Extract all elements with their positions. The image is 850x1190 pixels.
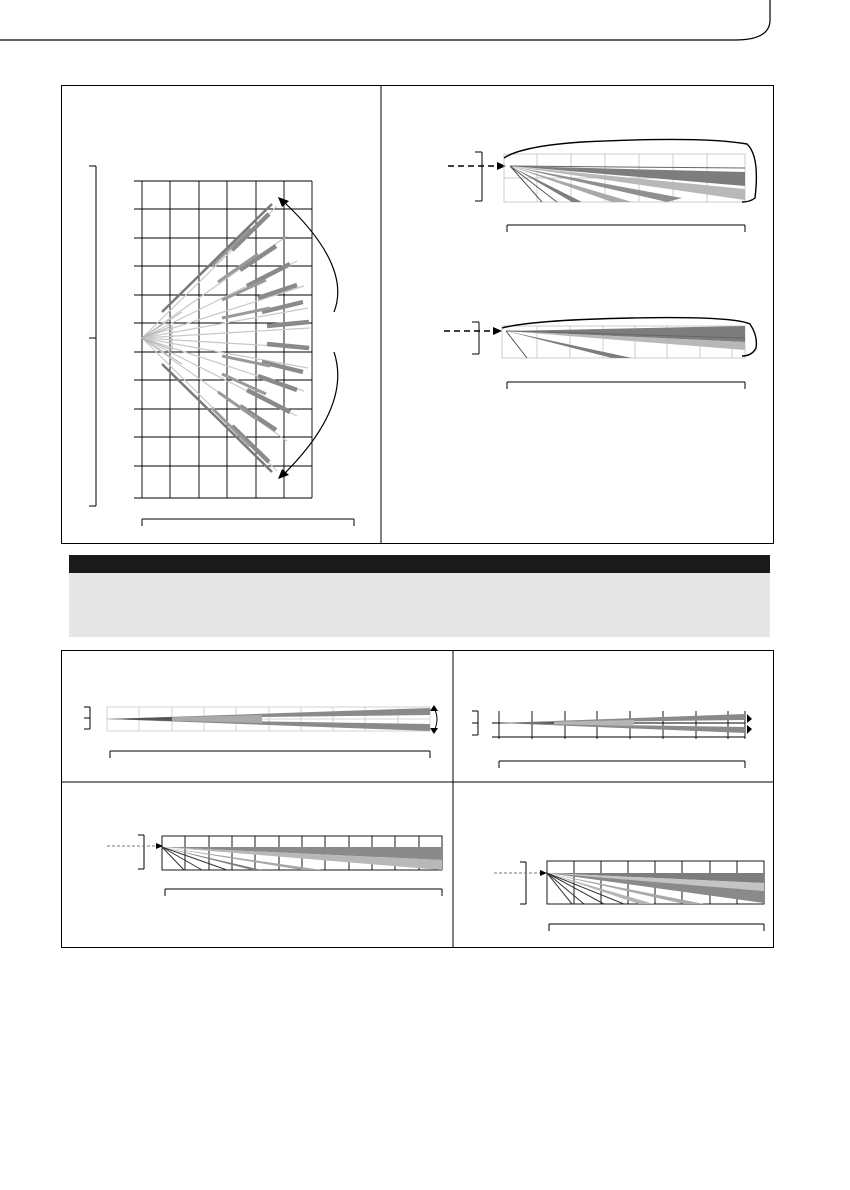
medium-range-curtain-diagram <box>454 651 773 782</box>
long-range-curtain-diagram <box>62 651 453 782</box>
range-bracket-d <box>549 924 764 931</box>
arrowhead-icon <box>747 714 752 723</box>
side-view-diagram-c <box>62 783 453 947</box>
side-beams-1 <box>510 166 745 202</box>
range-bracket-b <box>499 761 745 768</box>
arrowhead-icon <box>540 870 547 876</box>
arrowhead-icon <box>497 162 506 170</box>
side-beams-2 <box>506 326 745 358</box>
side-view-2 <box>444 318 756 389</box>
angle-marker-a <box>434 708 437 731</box>
range-bracket-2 <box>507 382 745 389</box>
side-view-1 <box>448 139 756 232</box>
page-top-rule <box>0 0 850 60</box>
side-view-diagram-d <box>454 783 773 947</box>
beams-b <box>499 714 745 733</box>
height-dimension-bracket <box>89 166 96 506</box>
beams-d <box>547 873 764 904</box>
section-banner-body <box>69 573 770 637</box>
arrowhead-icon <box>430 728 438 734</box>
height-bracket-d <box>520 862 526 904</box>
beams-a <box>107 708 430 731</box>
plan-view-diagram <box>62 86 380 543</box>
height-bracket-1 <box>475 152 482 201</box>
plan-fan-beams <box>142 204 310 472</box>
section-banner-bar <box>69 555 770 573</box>
arrowhead-icon <box>747 725 752 734</box>
detection-angle-arc <box>284 202 338 474</box>
height-bracket-a <box>84 707 90 729</box>
height-bracket-b <box>472 711 478 735</box>
height-bracket-c <box>138 835 144 869</box>
range-bracket-c <box>165 889 442 896</box>
arrowhead-icon <box>430 705 438 711</box>
arrowhead-icon <box>493 327 502 335</box>
range-dimension-bracket <box>142 519 354 526</box>
side-view-diagrams <box>382 86 773 543</box>
range-bracket-1 <box>507 225 745 232</box>
range-bracket-a <box>110 751 430 758</box>
height-bracket-2 <box>472 322 479 354</box>
